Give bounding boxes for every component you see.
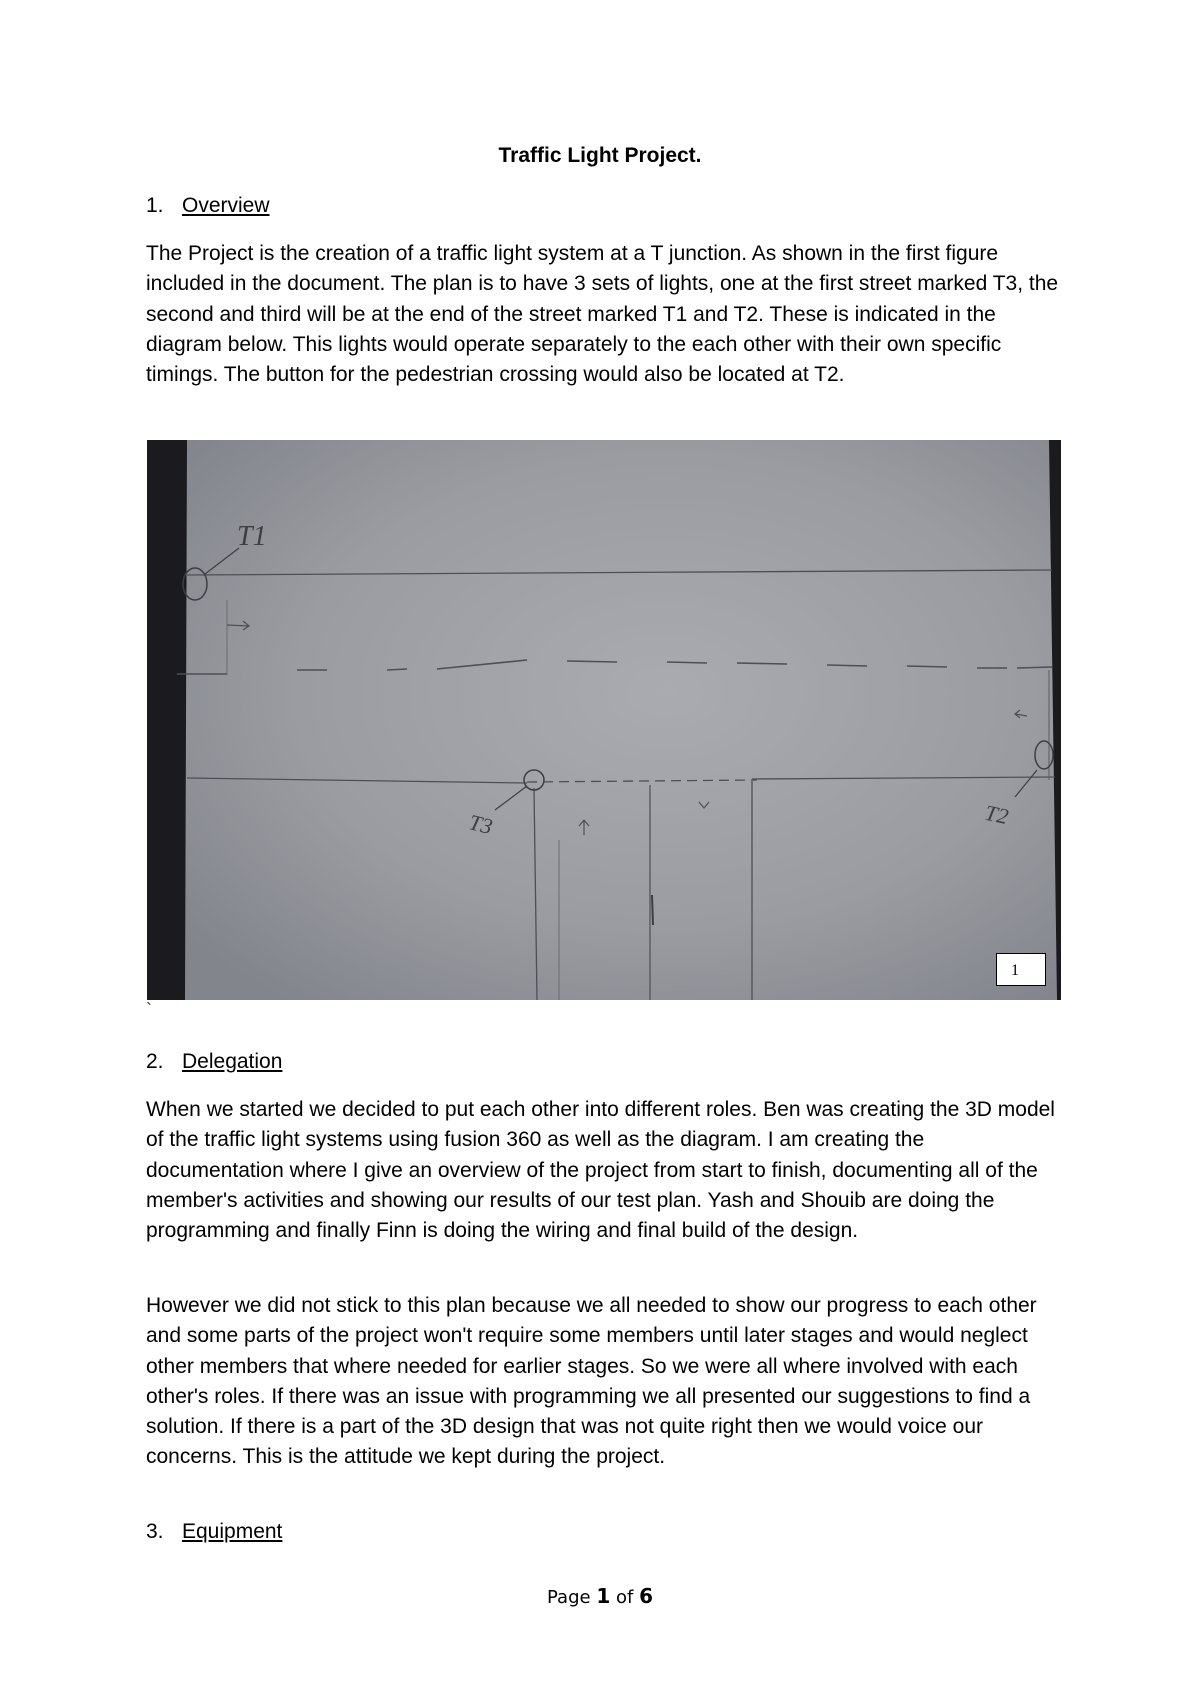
delegation-paragraph-1: When we started we decided to put each other into different roles. Ben was creating the 3D model of the traffic light systems using fusion 360 as well as the diagram. I am creating the documentation where I give an overview of the project from start to finish, documenting all of the member's activities and showing our results of our test plan. Yash and Shouib are doing the programming and finally Finn is doing the wiring and final build of the design. — [146, 1098, 1055, 1243]
paper-sheet — [185, 440, 1057, 1000]
figure-number-box: 1 — [996, 953, 1046, 986]
section-number: 1. — [146, 194, 164, 217]
junction-diagram-photo — [147, 440, 1061, 1000]
t3-label: T3 — [466, 809, 496, 840]
page-footer — [0, 1584, 1200, 1608]
delegation-paragraph-2: However we did not stick to this plan because we all needed to show our progress to each other and some parts of the project won't require some members until later stages and would neglect other members that where needed for earlier stages. So we were all where involved with each other's roles. If there was an issue with programming we all presented our suggestions to find a solution. If there is a part of the 3D design that was not quite right then we would voice our concerns. This is the attitude we kept during the project. — [146, 1294, 1037, 1469]
page-word: Page — [547, 1587, 591, 1608]
page-current: 1 — [596, 1584, 611, 1608]
section-title: Overview — [182, 194, 270, 217]
document-title: Traffic Light Project. — [498, 144, 702, 167]
stray-mark: ` — [146, 1000, 152, 1020]
section-title: Equipment — [182, 1520, 283, 1543]
page-total: 6 — [639, 1584, 653, 1608]
section-number: 3. — [146, 1520, 164, 1543]
side-street-centre-mark — [652, 895, 653, 925]
of-word: of — [615, 1587, 634, 1608]
junction-sketch — [147, 440, 1061, 1000]
section-heading-equipment — [146, 1520, 282, 1544]
t2-label: T2 — [982, 799, 1011, 830]
section-number: 2. — [146, 1050, 164, 1073]
overview-paragraph: The Project is the creation of a traffic light system at a T junction. As shown in the first figure included in the document. The plan is to have 3 sets of lights, one at the first street marked T3, the second and third will be at the end of the street marked T1 and T2. These is indicated in the diagram below. This lights would operate separately to the each other with their own specific timings. The button for the pedestrian crossing would also be located at T2. — [146, 242, 1059, 387]
section-heading-overview — [146, 194, 270, 218]
section-title: Delegation — [182, 1050, 283, 1073]
section-heading-delegation — [146, 1050, 282, 1074]
t1-label: T1 — [237, 521, 267, 552]
